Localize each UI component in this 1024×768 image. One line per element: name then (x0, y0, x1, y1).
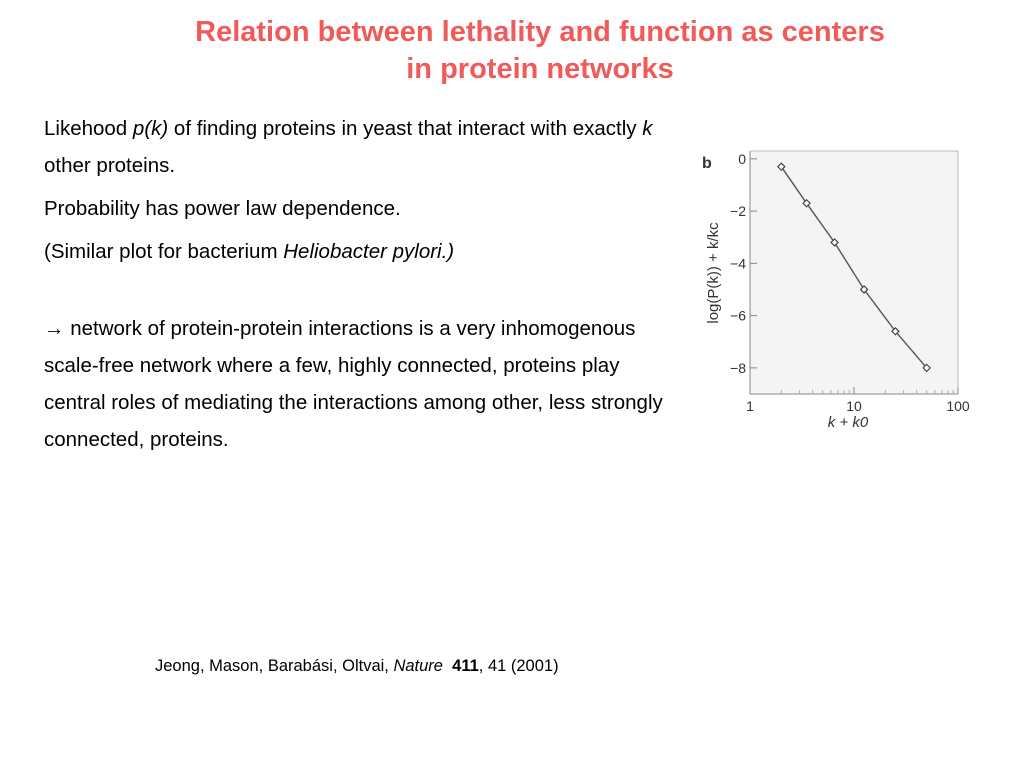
citation-authors: Jeong, Mason, Barabási, Oltvai, (155, 657, 394, 675)
paragraph-likelihood-k: k (642, 117, 653, 140)
slide-title (110, 14, 970, 88)
paragraph-likelihood-text-c: of finding proteins in yeast that interact with exactly (168, 117, 643, 140)
y-axis-label: log(P(k)) + k/kc (705, 222, 722, 324)
panel-label: b (702, 155, 712, 172)
power-law-chart (700, 143, 970, 433)
paragraph-likelihood (44, 110, 674, 184)
citation (155, 655, 559, 677)
power-law-figure (700, 143, 970, 433)
y-tick-label: −2 (730, 203, 746, 220)
x-tick-label: 100 (946, 398, 970, 414)
paragraph-bacterium-text: (Similar plot for bacterium (44, 240, 284, 263)
citation-volume: 411 (452, 657, 479, 675)
y-tick-label: −6 (730, 307, 746, 324)
y-tick-label: −4 (730, 255, 746, 272)
paragraph-network (44, 310, 674, 458)
slide-body (44, 110, 674, 458)
paragraph-likelihood-text-e: other proteins. (44, 154, 176, 177)
right-arrow-icon: → (44, 317, 65, 340)
paragraph-power-law: Probability has power law dependence. (44, 197, 401, 220)
x-tick-label: 10 (846, 398, 862, 414)
paragraph-bacterium (44, 233, 674, 270)
slide-title-line-1: Relation between lethality and function as centers (195, 16, 885, 48)
y-tick-label: −8 (730, 359, 746, 376)
paragraph-bacterium-name: Heliobacter pylori.) (283, 240, 455, 263)
paragraph-network-text: network of protein-protein interactions is a very inhomogenous scale-free network where a few, highly connected, proteins play central roles of mediating the interactions among other, less strongly connected, proteins. (44, 317, 663, 451)
paragraph-likelihood-pk: p(k) (132, 117, 169, 140)
slide-title-line-2: in protein networks (406, 53, 674, 85)
y-tick-label: 0 (738, 150, 746, 167)
x-axis-label: k + k0 (827, 414, 869, 431)
x-tick-label: 1 (746, 398, 754, 414)
citation-pages-year: , 41 (2001) (478, 657, 559, 675)
citation-journal: Nature (393, 657, 443, 675)
paragraph-likelihood-text-a: Likehood (44, 117, 133, 140)
